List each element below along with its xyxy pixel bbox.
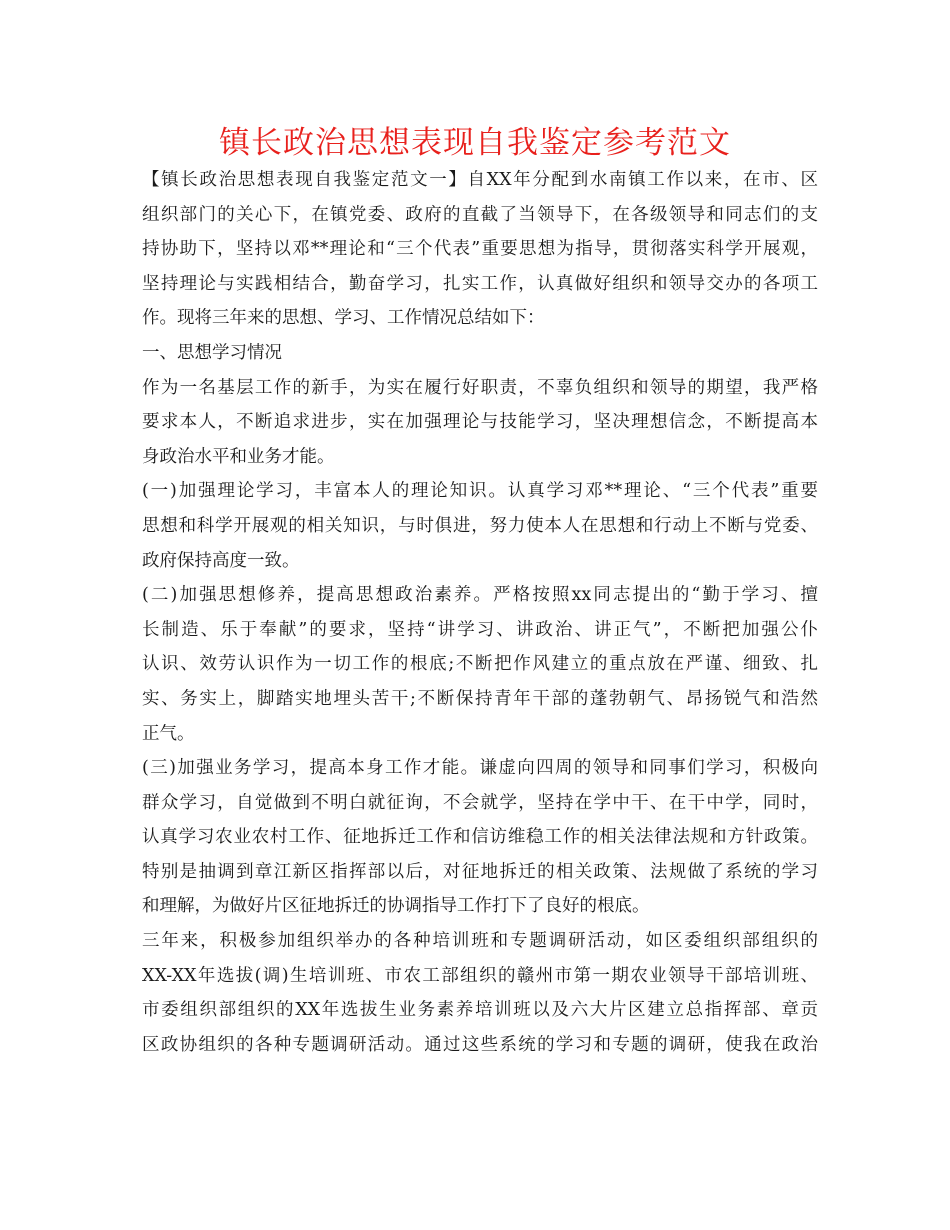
body-line: 身政治水平和业务才能。 [142,446,335,467]
body-line: 特别是抽调到章江新区指挥部以后，对征地拆迁的相关政策、法规做了系统的学习 [142,861,818,882]
body-line: 三年来，积极参加组织举办的各种培训班和专题调研活动，如区委组织部组织的 [142,931,818,952]
body-line: 组织部门的关心下，在镇党委、政府的直截了当领导下，在各级领导和同志们的支 [142,204,818,225]
body-line: 实、务实上，脚踏实地埋头苦干;不断保持青年干部的蓬勃朝气、昂扬锐气和浩然 [142,688,818,709]
body-line: 思想和科学开展观的相关知识，与时俱进，努力使本人在思想和行动上不断与党委、 [142,515,818,536]
body-line: 和理解，为做好片区征地拆迁的协调指导工作打下了良好的根底。 [142,896,650,917]
body-line: (二)加强思想修养，提高思想政治素养。严格按照xx同志提出的“勤于学习、擅 [142,585,818,606]
body-line: 要求本人，不断追求进步，实在加强理论与技能学习，坚决理想信念，不断提高本 [142,412,818,433]
body-line: (一)加强理论学习，丰富本人的理论知识。认真学习邓**理论、“三个代表”重要 [142,481,818,502]
body-line: 认真学习农业农村工作、征地拆迁工作和信访维稳工作的相关法律法规和方针政策。 [142,827,818,848]
body-line: 作。现将三年来的思想、学习、工作情况总结如下： [142,308,545,329]
document-body [142,163,818,1062]
body-line: 一、思想学习情况 [142,342,282,363]
body-line: 坚持理论与实践相结合，勤奋学习，扎实工作，认真做好组织和领导交办的各项工 [142,273,818,294]
body-line: 作为一名基层工作的新手，为实在履行好职责，不辜负组织和领导的期望，我严格 [142,377,818,398]
body-line: 群众学习，自觉做到不明白就征询，不会就学，坚持在学中干、在干中学，同时， [142,792,818,813]
body-line: 正气。 [142,723,195,744]
body-line: 【镇长政治思想表现自我鉴定范文一】自XX年分配到水南镇工作以来，在市、区 [142,170,818,190]
body-line: 长制造、乐于奉献”的要求，坚持“讲学习、讲政治、讲正气”，不断把加强公仆 [142,619,818,640]
body-line: (三)加强业务学习，提高本身工作才能。谦虚向四周的领导和同事们学习，积极向 [142,758,818,779]
body-line: 区政协组织的各种专题调研活动。通过这些系统的学习和专题的调研，使我在政治 [142,1034,818,1055]
body-line: 政府保持高度一致。 [142,550,300,571]
body-line: 市委组织部组织的XX年选拔生业务素养培训班以及六大片区建立总指挥部、章贡 [142,1000,818,1021]
body-line: 持协助下，坚持以邓**理论和“三个代表”重要思想为指导，贯彻落实科学开展观， [142,239,818,260]
body-line: XX-XX年选拔(调)生培训班、市农工部组织的赣州市第一期农业领导干部培训班、 [142,965,818,986]
document-title: 镇长政治思想表现自我鉴定参考范文 [219,125,731,161]
body-line: 认识、效劳认识作为一切工作的根底;不断把作风建立的重点放在严谨、细致、扎 [142,654,818,675]
